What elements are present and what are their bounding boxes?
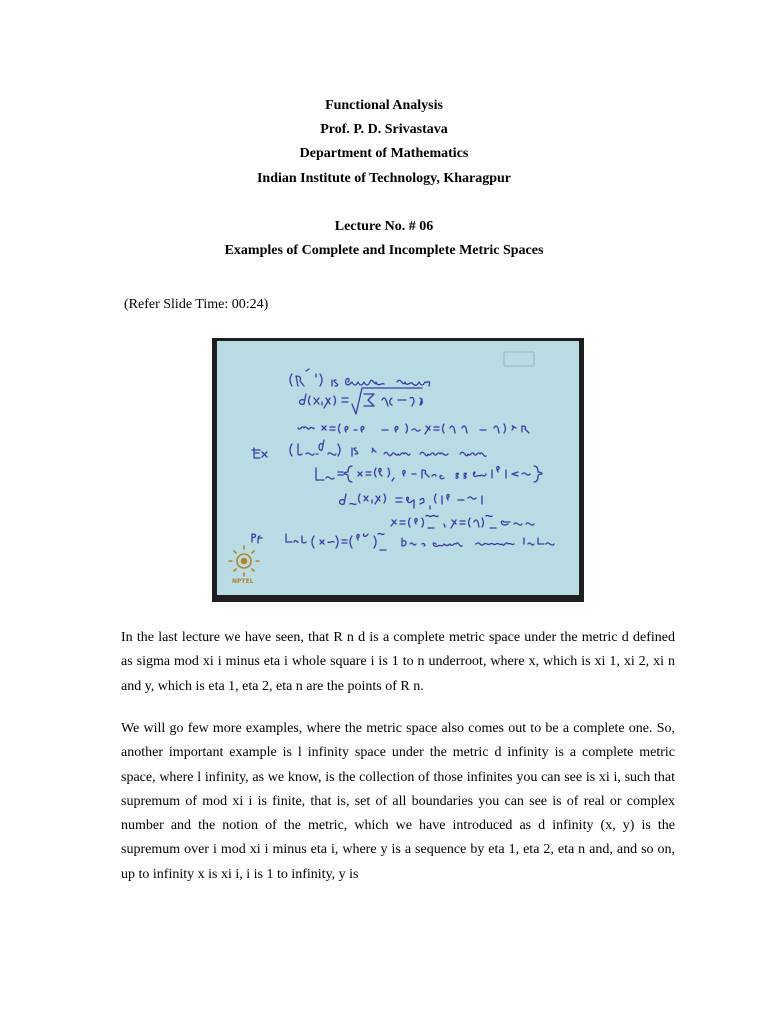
stamp-box xyxy=(504,352,534,366)
nptel-logo-icon xyxy=(229,546,259,576)
slide-time-reference: (Refer Slide Time: 00:24) xyxy=(124,297,269,312)
course-title: Functional Analysis xyxy=(325,98,443,113)
lecture-number: Lecture No. # 06 xyxy=(334,218,434,234)
lecture-title: Examples of Complete and Incomplete Metric Spaces xyxy=(224,242,544,258)
paragraph: In the last lecture we have seen, that R n d is a complete metric space under the metric d defined as sigma mod xi i minus eta i whole square i is 1 to n underroot, where x, which is xi 1, xi 2, xi n and y, which is eta 1, eta 2, eta n are the points of R n. xyxy=(121,630,675,694)
lecture-slide-image xyxy=(212,338,584,602)
professor-name: Prof. P. D. Srivastava xyxy=(320,122,448,138)
nptel-logo-text: NPTEL xyxy=(232,578,254,585)
institute-name: Indian Institute of Technology, Kharagpur xyxy=(256,170,511,186)
handwritten-notes xyxy=(212,338,584,602)
department-name: Department of Mathematics xyxy=(299,146,469,162)
document-header xyxy=(0,94,768,263)
paragraph: We will go few more examples, where the metric space also comes out to be a complete one. So, another important example is l infinity space under the metric d infinity is a complete metric space, where l infinity, as we know, is the collection of those infinites you can see is xi i, such that supremum of mod xi i is finite, that is, set of all boundaries you can see is of real or complex number and the notion of the metric, which we have introduced as d infinity (x, y) is the supremum over i mod xi i minus eta i, where y is a sequence by eta 1, eta 2, eta n and, and so on, up to infinity x is xi i, i is 1 to infinity, y is xyxy=(121,721,675,882)
